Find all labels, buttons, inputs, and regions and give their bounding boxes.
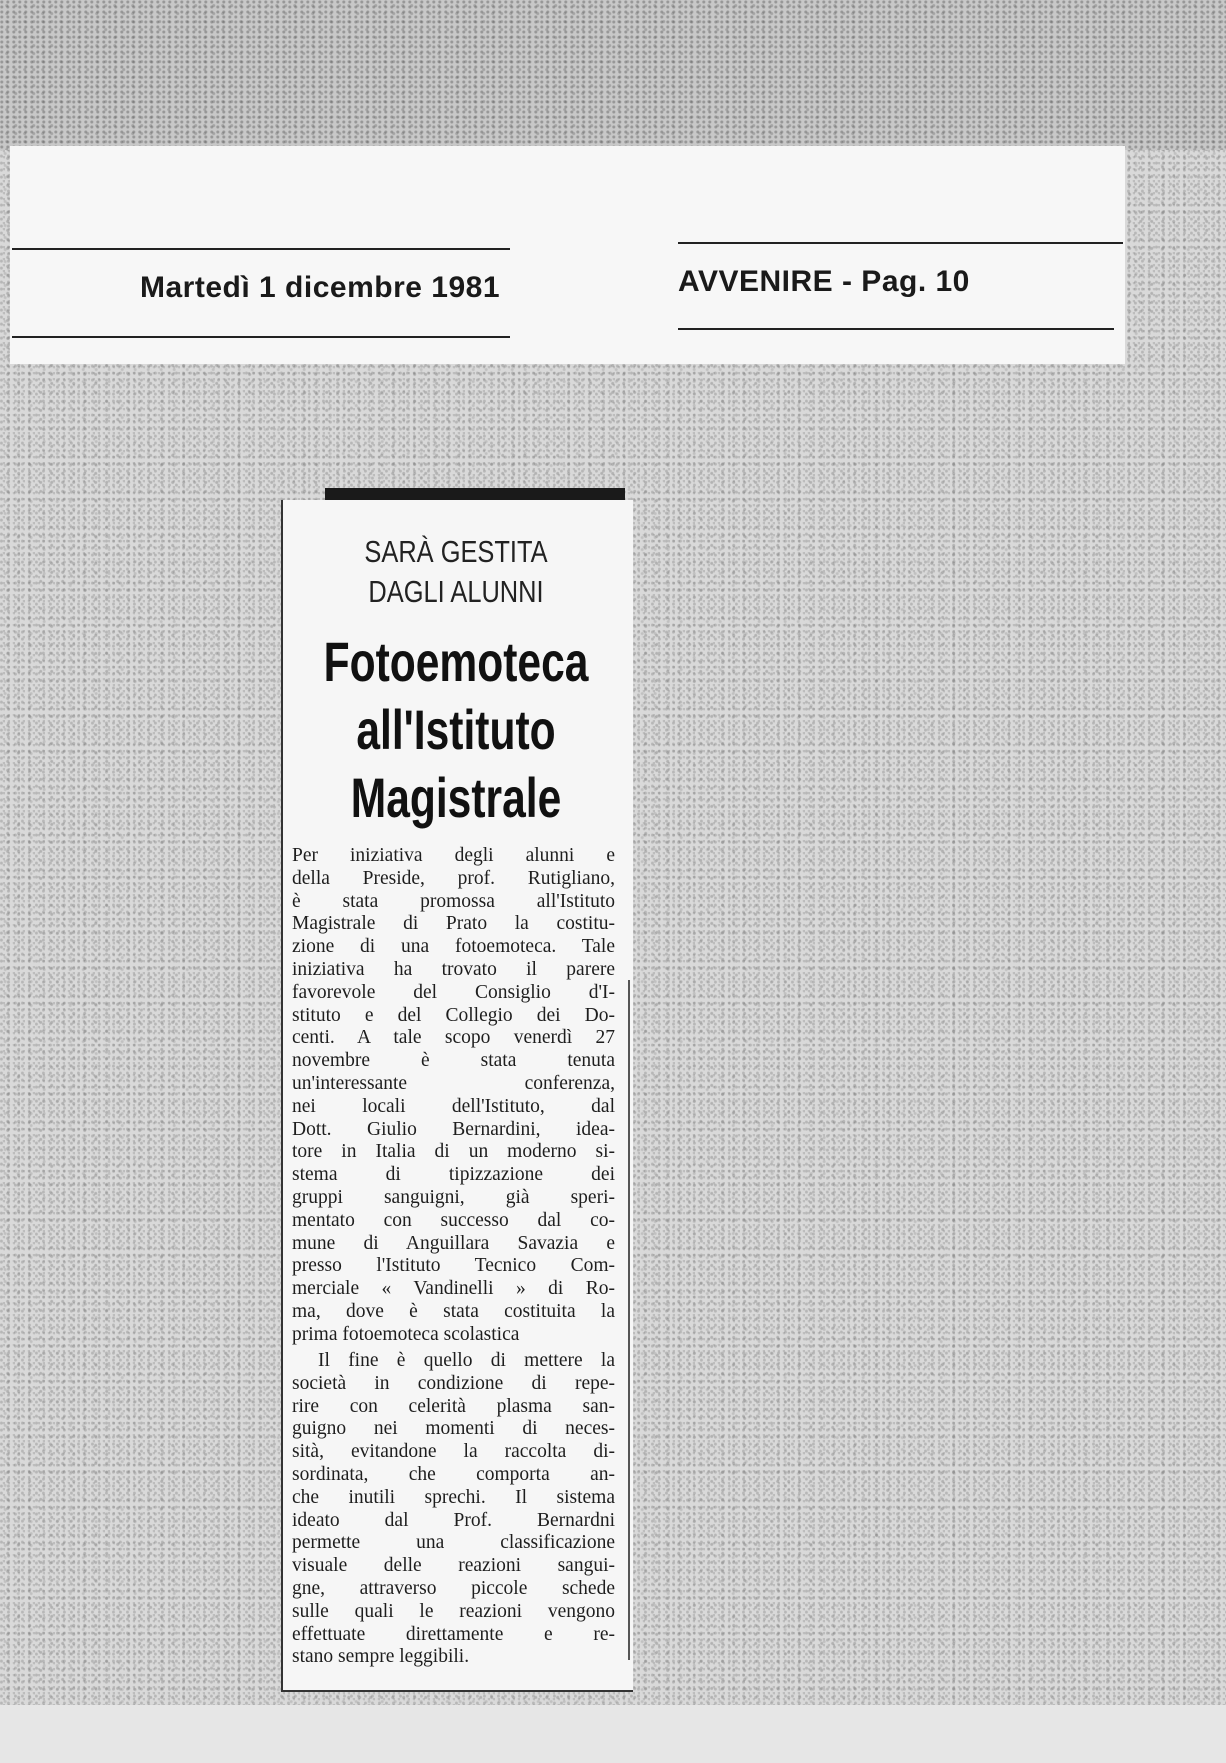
scan-background-bottom [0,1705,1226,1763]
article-text-line: nei locali dell'Istituto, dal [292,1095,615,1117]
article-text-line: zione di una fotoemoteca. Tale [292,936,615,958]
clipping-right-rule [628,980,630,1660]
article-text-line: Magistrale di Prato la costitu- [292,913,615,935]
article-text-line: merciale « Vandinelli » di Ro- [292,1278,615,1300]
article-headline [323,628,589,832]
article-text-line: visuale delle reazioni sangui- [292,1555,615,1577]
article-text-line: guigno nei momenti di neces- [292,1418,615,1440]
header-rule [12,336,510,338]
article-text-line: sità, evitandone la raccolta di- [292,1441,615,1463]
article-text-line: società in condizione di repe- [292,1372,615,1394]
header-rule [678,328,1114,330]
header-rule [678,242,1123,244]
header-rule [12,248,510,250]
article-text-line: iniziativa ha trovato il parere [292,958,615,980]
headline-line: Magistrale [350,766,562,829]
article-text-line: rire con celerità plasma san- [292,1395,615,1417]
article-text-line: sulle quali le reazioni vengono [292,1600,615,1622]
article-text-line: sordinata, che comporta an- [292,1463,615,1485]
article-text-line: gne, attraverso piccole schede [292,1577,615,1599]
article-text-line: stema di tipizzazione dei [292,1164,615,1186]
article-paragraph-1 [292,845,615,1347]
kicker-line: SARÀ GESTITA [364,534,548,569]
article-text-line: stituto e del Collegio dei Do- [292,1004,615,1026]
headline-line: all'Istituto [356,698,556,761]
issue-date: Martedì 1 dicembre 1981 [140,271,501,304]
article-paragraph-2 [292,1350,615,1669]
kicker-line: DAGLI ALUNNI [368,574,544,609]
article-text-line: che inutili sprechi. Il sistema [292,1486,615,1508]
article-text-line: novembre è stata tenuta [292,1050,615,1072]
masthead-page: AVVENIRE - Pag. 10 [678,265,970,298]
article-text-line: tore in Italia di un moderno si- [292,1141,615,1163]
newspaper-header-strip [10,146,1125,364]
article-text-line: Dott. Giulio Bernardini, idea- [292,1118,615,1140]
article-text-line: gruppi sanguigni, già speri- [292,1186,615,1208]
article-text-line: mentato con successo dal co- [292,1209,615,1231]
article-text-line: effettuate direttamente e re- [292,1623,615,1645]
article-text-line: centi. A tale scopo venerdì 27 [292,1027,615,1049]
article-text-line: ma, dove è stata costituita la [292,1300,615,1322]
article-text-line: ideato dal Prof. Bernardni [292,1509,615,1531]
article-text-line: Per iniziativa degli alunni e [292,845,615,866]
headline-line: Fotoemoteca [323,630,589,693]
article-text-line: prima fotoemoteca scolastica [292,1323,520,1345]
article-text-line: un'interessante conferenza, [292,1072,615,1094]
article-kicker [313,532,600,612]
article-text-line: favorevole del Consiglio d'I- [292,981,615,1003]
article-text-line: permette una classificazione [292,1532,615,1554]
article-text-line: presso l'Istituto Tecnico Com- [292,1255,615,1277]
article-text-line: mune di Anguillara Savazia e [292,1232,615,1254]
clipping-top-bar [325,488,625,500]
article-text-line: è stata promossa all'Istituto [292,890,615,912]
article-text-line: Il fine è quello di mettere la [318,1350,615,1371]
article-text-line: stano sempre leggibili. [292,1646,470,1668]
scan-background-top [0,0,1226,150]
article-text-line: della Preside, prof. Rutigliano, [292,867,615,889]
